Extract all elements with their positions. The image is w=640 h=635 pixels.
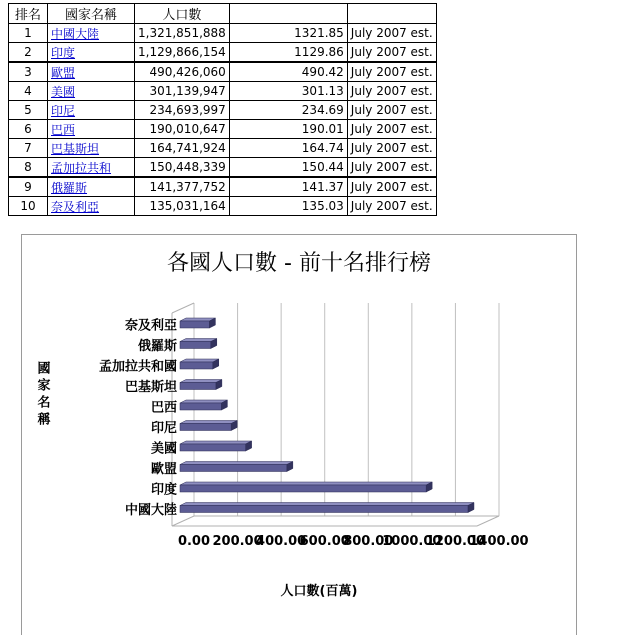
bar: [180, 383, 216, 390]
bar: [180, 444, 246, 451]
table-row: [9, 43, 437, 63]
category-label: 印度: [150, 482, 177, 498]
rank-cell: 1: [9, 24, 48, 43]
estimate-note-cell: July 2007 est.: [347, 24, 436, 43]
bar: [180, 506, 468, 513]
estimate-note-cell: July 2007 est.: [347, 120, 436, 139]
bar: [180, 362, 213, 369]
population-millions-cell: 301.13: [229, 82, 347, 101]
country-name-cell: [48, 24, 135, 43]
country-link[interactable]: 奈及利亞: [51, 199, 100, 214]
country-link[interactable]: 中國大陸: [51, 26, 100, 41]
country-name-cell: [48, 139, 135, 158]
x-tick-label: 800.00: [343, 534, 394, 549]
country-link[interactable]: 歐盟: [51, 65, 76, 80]
x-tick-label: 400.00: [256, 534, 307, 549]
population-cell: 1,321,851,888: [135, 24, 230, 43]
table-row: [9, 120, 437, 139]
population-millions-cell: 1129.86: [229, 43, 347, 63]
population-millions-cell: 490.42: [229, 62, 347, 82]
table-row: [9, 158, 437, 178]
country-link[interactable]: 孟加拉共和: [51, 160, 112, 175]
x-tick-label: 1000.00: [382, 534, 442, 549]
estimate-note-cell: July 2007 est.: [347, 177, 436, 197]
chart-panel: [21, 234, 577, 635]
population-cell: 490,426,060: [135, 62, 230, 82]
bar-top-face: [180, 462, 293, 465]
bar-top-face: [180, 400, 227, 403]
bar: [180, 321, 209, 328]
population-millions-cell: 190.01: [229, 120, 347, 139]
bar-top-face: [180, 380, 222, 383]
bar-top-face: [180, 482, 432, 485]
x-tick-label: 0.00: [177, 534, 211, 549]
country-name-cell: [48, 158, 135, 178]
estimate-note-cell: July 2007 est.: [347, 62, 436, 82]
population-cell: 301,139,947: [135, 82, 230, 101]
x-tick-label: 600.00: [299, 534, 350, 549]
country-link[interactable]: 俄羅斯: [51, 180, 88, 195]
table-row: [9, 82, 437, 101]
country-link[interactable]: 巴基斯坦: [51, 141, 100, 156]
rank-cell: 10: [9, 197, 48, 216]
chart-title: 各國人口數 - 前十名排行榜: [167, 251, 431, 276]
x-axis-title: 人口數(百萬): [280, 584, 358, 599]
table-row: [9, 62, 437, 82]
header-millions: [229, 4, 347, 24]
table-row: [9, 177, 437, 197]
category-label: 歐盟: [150, 462, 177, 477]
category-label: 孟加拉共和國: [98, 359, 177, 375]
estimate-note-cell: July 2007 est.: [347, 82, 436, 101]
table-row: [9, 101, 437, 120]
table-row: [9, 24, 437, 43]
header-note: [347, 4, 436, 24]
bar: [180, 342, 211, 349]
y-axis-title: 國家名稱: [34, 361, 50, 429]
rank-cell: 6: [9, 120, 48, 139]
population-cell: 1,129,866,154: [135, 43, 230, 63]
category-label: 中國大陸: [124, 503, 177, 518]
category-label: 美國: [150, 441, 177, 457]
header-population: 人口數: [135, 4, 230, 24]
bar-top-face: [180, 421, 237, 424]
population-cell: 141,377,752: [135, 177, 230, 197]
header-country: 國家名稱: [48, 4, 135, 24]
population-cell: 164,741,924: [135, 139, 230, 158]
rank-cell: 3: [9, 62, 48, 82]
estimate-note-cell: July 2007 est.: [347, 101, 436, 120]
x-tick-label: 1200.00: [425, 534, 486, 549]
population-table: [8, 3, 437, 216]
population-cell: 150,448,339: [135, 158, 230, 178]
table-row: [9, 197, 437, 216]
table-header-row: [9, 4, 437, 24]
country-link[interactable]: 印尼: [51, 103, 76, 118]
header-rank: 排名: [9, 4, 48, 24]
country-name-cell: [48, 62, 135, 82]
population-millions-cell: 234.69: [229, 101, 347, 120]
population-cell: 190,010,647: [135, 120, 230, 139]
rank-cell: 9: [9, 177, 48, 197]
estimate-note-cell: July 2007 est.: [347, 139, 436, 158]
estimate-note-cell: July 2007 est.: [347, 197, 436, 216]
bar: [180, 485, 426, 492]
x-tick-label: 1400.00: [469, 534, 529, 549]
bar-top-face: [180, 359, 219, 362]
rank-cell: 4: [9, 82, 48, 101]
population-millions-cell: 1321.85: [229, 24, 347, 43]
country-link[interactable]: 美國: [51, 84, 76, 99]
country-name-cell: [48, 197, 135, 216]
bar: [180, 465, 287, 472]
category-label: 巴基斯坦: [124, 380, 177, 395]
population-cell: 234,693,997: [135, 101, 230, 120]
rank-cell: 2: [9, 43, 48, 63]
population-millions-cell: 150.44: [229, 158, 347, 178]
bar: [180, 403, 221, 410]
chart-floor: [172, 516, 499, 526]
bar-top-face: [180, 441, 252, 444]
bar-top-face: [180, 503, 474, 506]
estimate-note-cell: July 2007 est.: [347, 158, 436, 178]
rank-cell: 8: [9, 158, 48, 178]
population-millions-cell: 135.03: [229, 197, 347, 216]
country-name-cell: [48, 82, 135, 101]
category-label: 俄羅斯: [137, 339, 177, 354]
category-label: 巴西: [150, 400, 177, 416]
category-label: 印尼: [150, 421, 177, 436]
population-bar-chart: [22, 235, 576, 635]
category-label: 奈及利亞: [124, 318, 177, 334]
bar: [180, 424, 231, 431]
country-name-cell: [48, 120, 135, 139]
population-millions-cell: 164.74: [229, 139, 347, 158]
rank-cell: 5: [9, 101, 48, 120]
country-name-cell: [48, 101, 135, 120]
table-row: [9, 139, 437, 158]
country-name-cell: [48, 43, 135, 63]
side-wall-top: [172, 303, 194, 313]
population-millions-cell: 141.37: [229, 177, 347, 197]
x-tick-label: 200.00: [212, 534, 263, 549]
country-link[interactable]: 印度: [51, 45, 76, 60]
table-body: [9, 24, 437, 216]
population-cell: 135,031,164: [135, 197, 230, 216]
country-name-cell: [48, 177, 135, 197]
country-link[interactable]: 巴西: [51, 122, 76, 137]
estimate-note-cell: July 2007 est.: [347, 43, 436, 63]
rank-cell: 7: [9, 139, 48, 158]
